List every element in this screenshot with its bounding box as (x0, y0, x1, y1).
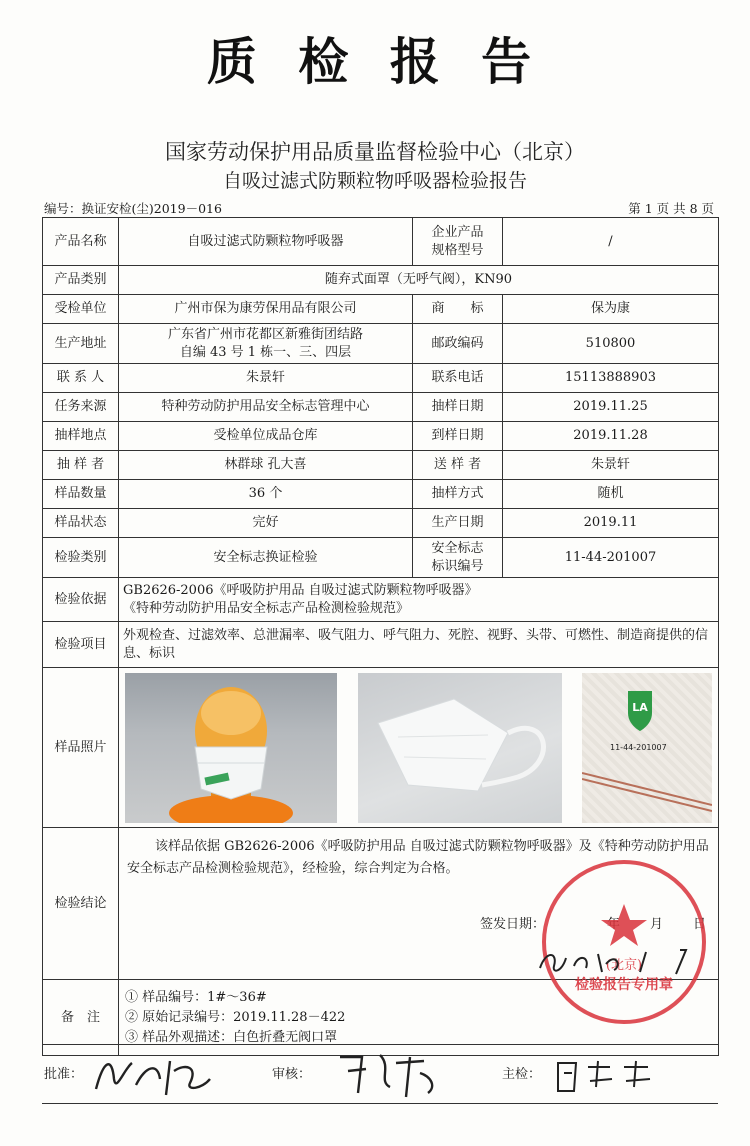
row-items (43, 622, 719, 668)
row-unit (43, 295, 719, 324)
value-contact: 朱景轩 (119, 364, 413, 393)
label-arrival: 到样日期 (413, 422, 503, 451)
photo-la-mark (582, 673, 712, 823)
value-sampling-date: 2019.11.25 (503, 393, 719, 422)
value-basis: GB2626-2006《呼吸防护用品 自吸过滤式防颗粒物呼吸器》 《特种劳动防护用品安全标志产品检测检验规范》 (119, 578, 719, 622)
value-photos (119, 668, 719, 828)
row-basis (43, 578, 719, 622)
approve-label: 批准： (44, 1067, 84, 1082)
row-type (43, 538, 719, 578)
label-prod-date: 生产日期 (413, 509, 503, 538)
handwritten-date (536, 944, 696, 978)
label-contact: 联 系 人 (43, 364, 119, 393)
value-task: 特种劳动防护用品安全标志管理中心 (119, 393, 413, 422)
value-quantity: 36 个 (119, 480, 413, 509)
value-mark: 11-44-201007 (503, 538, 719, 578)
label-phone: 联系电话 (413, 364, 503, 393)
label-category: 产品类别 (43, 266, 119, 295)
label-mark: 安全标志 标识编号 (413, 538, 503, 578)
report-serial: 编号：换证安检(尘)2019－016 (44, 201, 222, 216)
conclusion-text: 该样品依据 GB2626-2006《呼吸防护用品 自吸过滤式防颗粒物呼吸器》及《特种劳动防护用品安全标志产品检测检验规范》，经检验，综合判定为合格。 (127, 839, 709, 876)
row-state (43, 509, 719, 538)
value-sampler: 林群球 孔大喜 (119, 451, 413, 480)
photo-folded-mask (358, 673, 562, 823)
document-title: 质 检 报 告 (206, 33, 544, 91)
inspector-signature (552, 1053, 672, 1097)
la-mark-text: LA (632, 700, 648, 714)
value-method: 随机 (503, 480, 719, 509)
label-sender: 送 样 者 (413, 451, 503, 480)
value-state: 完好 (119, 509, 413, 538)
label-product-name: 产品名称 (43, 218, 119, 266)
row-contact (43, 364, 719, 393)
value-postcode: 510800 (503, 324, 719, 364)
label-type: 检验类别 (43, 538, 119, 578)
label-sampling-date: 抽样日期 (413, 393, 503, 422)
note-2: ② 原始记录编号：2019.11.28－422 (125, 1009, 346, 1025)
label-method: 抽样方式 (413, 480, 503, 509)
label-items: 检验项目 (43, 622, 119, 668)
row-quantity (43, 480, 719, 509)
row-sampler (43, 451, 719, 480)
row-product-name (43, 218, 719, 266)
row-address (43, 324, 719, 364)
photo-mannequin-mask (125, 673, 337, 823)
row-sampling-place (43, 422, 719, 451)
inspect-label: 主检： (502, 1067, 542, 1082)
row-category (43, 266, 719, 295)
label-photos: 样品照片 (43, 668, 119, 828)
la-mark-code: 11-44-201007 (610, 742, 667, 752)
review-label: 审核： (272, 1067, 312, 1082)
value-product-name: 自吸过滤式防颗粒物呼吸器 (119, 218, 413, 266)
approver-signature (90, 1049, 220, 1101)
label-notes: 备 注 (43, 980, 119, 1056)
row-photos (43, 668, 719, 828)
report-title: 自吸过滤式防颗粒物呼吸器检验报告 (222, 170, 527, 192)
value-prod-date: 2019.11 (503, 509, 719, 538)
organization-title: 国家劳动保护用品质量监督检验中心（北京） (165, 140, 585, 164)
label-brand: 商 标 (413, 295, 503, 324)
sign-date: 签发日期： 月 日 (479, 917, 706, 932)
label-state: 样品状态 (43, 509, 119, 538)
value-type: 安全标志换证检验 (119, 538, 413, 578)
label-unit: 受检单位 (43, 295, 119, 324)
label-address: 生产地址 (43, 324, 119, 364)
value-spec: / (503, 218, 719, 266)
value-arrival: 2019.11.28 (503, 422, 719, 451)
value-category: 随弃式面罩（无呼气阀），KN90 (119, 266, 719, 295)
label-spec: 企业产品 规格型号 (413, 218, 503, 266)
seal-text-name: 检验报告专用章 (575, 977, 673, 993)
reviewer-signature (332, 1047, 452, 1101)
label-quantity: 样品数量 (43, 480, 119, 509)
value-address: 广东省广州市花都区新雅街团结路 自编 43 号 1 栋一、三、四层 (119, 324, 413, 364)
note-3: ③ 样品外观描述：白色折叠无阀口罩 (125, 1029, 338, 1045)
label-conclusion: 检验结论 (43, 828, 119, 980)
value-sampling-place: 受检单位成品仓库 (119, 422, 413, 451)
official-seal (540, 858, 708, 1026)
label-sampler: 抽 样 者 (43, 451, 119, 480)
value-unit: 广州市保为康劳保用品有限公司 (119, 295, 413, 324)
label-postcode: 邮政编码 (413, 324, 503, 364)
label-sampling-place: 抽样地点 (43, 422, 119, 451)
value-phone: 15113888903 (503, 364, 719, 393)
page-info: 第 1 页 共 8 页 (628, 201, 714, 216)
row-task (43, 393, 719, 422)
seal-text-city: (北京) (605, 958, 643, 973)
note-1: ① 样品编号：1#～36# (125, 989, 267, 1005)
value-brand: 保为康 (503, 295, 719, 324)
value-sender: 朱景轩 (503, 451, 719, 480)
value-items: 外观检查、过滤效率、总泄漏率、吸气阻力、呼气阻力、死腔、视野、头带、可燃性、制造商提供的信息、标识 (119, 622, 719, 668)
label-basis: 检验依据 (43, 578, 119, 622)
label-task: 任务来源 (43, 393, 119, 422)
signature-row (42, 1044, 718, 1104)
